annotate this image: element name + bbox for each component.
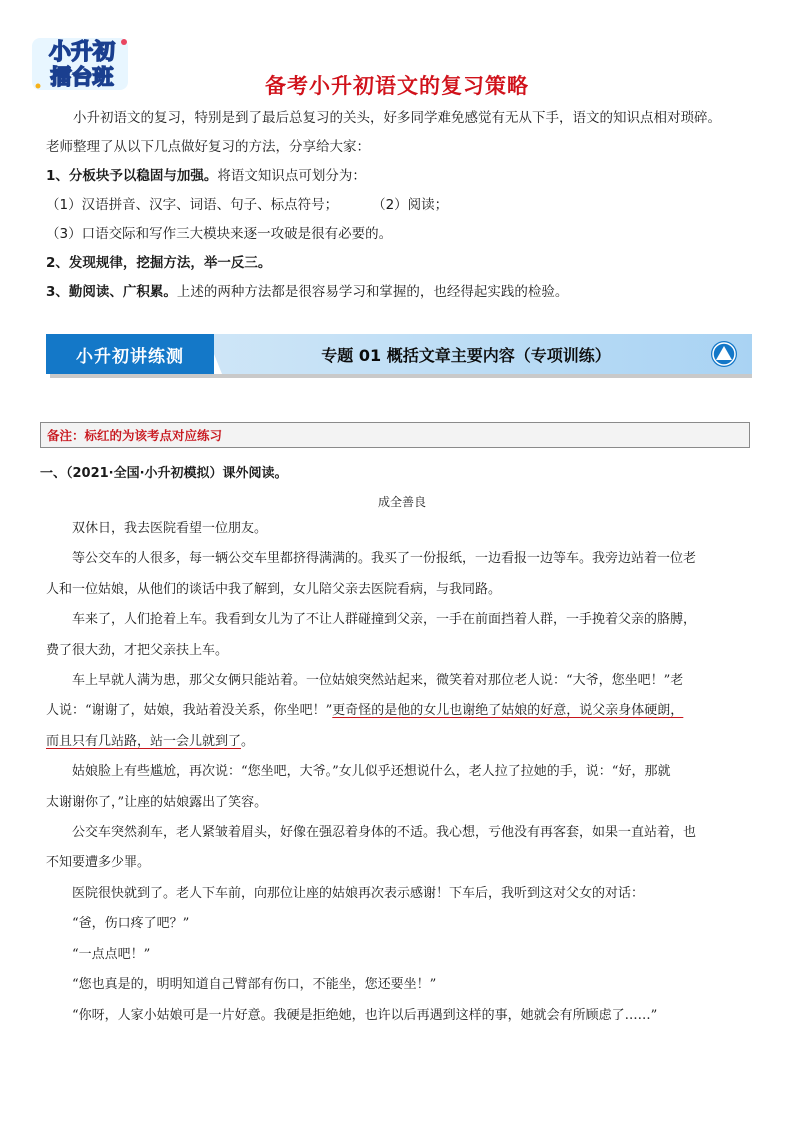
passage-paragraph-3a: 车来了，人们抢着上车。我看到女儿为了不让人群碰撞到父亲，一手在前面挡着人群，一手挽着父亲的胳膊， — [72, 612, 697, 628]
logo-line1: 小升初 — [48, 40, 116, 65]
intro-item-3-heading: 3、勤阅读、广积累。 — [46, 284, 177, 300]
reading-passage — [46, 490, 758, 1031]
banner-series-label: 小升初讲练测 — [46, 334, 214, 374]
passage-paragraph-2b: 人和一位姑娘，从他们的谈话中我了解到，女儿陪父亲去医院看病，与我同路。 — [46, 581, 502, 597]
passage-paragraph-3b: 费了很大劲，才把父亲扶上车。 — [46, 642, 229, 658]
intro-item-3-text: 上述的两种方法都是很容易学习和掌握的，也经得起实践的检验。 — [176, 284, 569, 300]
passage-paragraph-6b: 不知要遭多少罪。 — [46, 855, 151, 871]
passage-title: 成全善良 — [377, 495, 426, 509]
up-arrow-icon[interactable] — [710, 340, 738, 368]
intro-item-1-heading: 1、分板块予以稳固与加强。 — [46, 168, 218, 184]
intro-item-1 — [46, 162, 758, 191]
underlined-sentence-part-2: 而且只有几站路，站一会儿就到了 — [46, 733, 242, 749]
intro-paragraph-1a: 小升初语文的复习，特别是到了最后总复习的关头，好多同学难免感觉有无从下手，语文的知识点相对琐碎。 — [73, 110, 721, 126]
passage-paragraph-5b: 太谢谢你了，”让座的姑娘露出了笑容。 — [46, 794, 268, 810]
note-box: 备注：标红的为该考点对应练习 — [40, 422, 750, 448]
dialogue-line-1: “爸，伤口疼了吧？” — [72, 916, 190, 932]
intro-sub-2: （2）阅读； — [372, 197, 449, 213]
intro-item-2: 2、发现规律，挖掘方法，举一反三。 — [46, 255, 272, 271]
dialogue-line-3: “您也真是的，明明知道自己臂部有伤口，不能坐，您还要坐！” — [72, 977, 437, 993]
intro-section — [46, 104, 758, 307]
intro-item-1-subs — [46, 191, 758, 220]
intro-paragraph-1b: 老师整理了从以下几点做好复习的方法，分享给大家： — [46, 139, 370, 155]
passage-paragraph-4b — [46, 696, 758, 726]
intro-item-3 — [46, 278, 758, 307]
intro-sub-3: （3）口语交际和写作三大模块来逐一攻破是很有必要的。 — [46, 226, 393, 242]
passage-paragraph-4a: 车上早就人满为患，那父女俩只能站着。一位姑娘突然站起来，微笑着对那位老人说：“大爷，您坐吧！”老 — [72, 673, 684, 689]
logo-line2: 擂台班 — [50, 65, 114, 89]
passage-paragraph-5a: 姑娘脸上有些尴尬，再次说：“您坐吧，大爷。”女儿似乎还想说什么，老人拉了拉她的手，说：“好，那就 — [72, 764, 671, 780]
topic-banner — [46, 334, 752, 378]
banner-topic-title: 专题 01 概括文章主要内容（专项训练） — [321, 345, 611, 365]
passage-paragraph-7: 医院很快就到了。老人下车前，向那位让座的姑娘再次表示感谢！下车后，我听到这对父女的对话： — [72, 885, 645, 901]
dialogue-line-2: “一点点吧！” — [72, 946, 151, 962]
passage-paragraph-4c — [46, 727, 758, 757]
passage-p4c-end: 。 — [241, 733, 255, 749]
question-heading: 一、（2021·全国·小升初模拟）课外阅读。 — [40, 466, 288, 481]
page-title: 备考小升初语文的复习策略 — [265, 74, 529, 98]
passage-p4b-text: 人说：“谢谢了，姑娘，我站着没关系，你坐吧！” — [46, 703, 333, 719]
intro-sub-1: （1）汉语拼音、汉字、词语、句子、标点符号； — [46, 197, 339, 213]
passage-paragraph-6a: 公交车突然刹车，老人紧皱着眉头，好像在强忍着身体的不适。我心想，亏他没有再客套，如果一直站着，也 — [72, 825, 697, 841]
dialogue-line-4: “你呀，人家小姑娘可是一片好意。我硬是拒绝她，也许以后再遇到这样的事，她就会有所顾虑了……” — [72, 1007, 658, 1023]
intro-item-1-text: 将语文知识点可划分为： — [217, 168, 366, 184]
passage-paragraph-2a: 等公交车的人很多，每一辆公交车里都挤得满满的。我买了一份报纸，一边看报一边等车。我旁边站着一位老 — [72, 551, 697, 567]
passage-paragraph-1: 双休日，我去医院看望一位朋友。 — [72, 521, 268, 536]
underlined-sentence-part-1: 更奇怪的是他的女儿也谢绝了姑娘的好意，说父亲身体硬朗， — [332, 703, 684, 719]
